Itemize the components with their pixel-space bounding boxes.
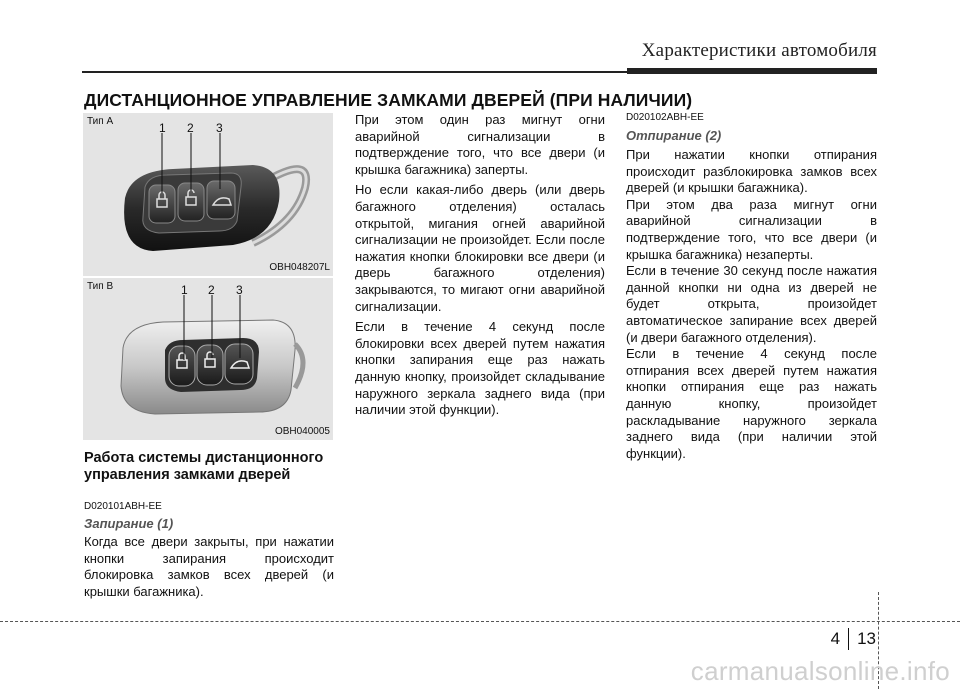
paragraph: Если в течение 4 секунд после блокировки всех дверей путем нажатия кнопки запирания еще раз нажать данную кнопку, произойдет складывание наружного зеркала заднего вида (при наличии этой функции). (355, 319, 605, 418)
figure-code: OBH040005 (274, 426, 330, 437)
folding-key-illustration (83, 113, 333, 276)
smart-key-illustration (83, 278, 333, 440)
column-3-text (626, 112, 877, 462)
watermark: carmanualsonline.info (690, 656, 950, 686)
column-2-text (355, 112, 605, 419)
callout-3: 3 (216, 121, 223, 135)
page-number (831, 628, 876, 650)
column-1-text (84, 501, 334, 600)
paragraph: Если в течение 30 секунд после нажатия данной кнопки ни одна из дверей не будет открыта, произойдет автоматическое запирание всех дверей (и двери багажного отделения). (626, 263, 877, 345)
header-rule-accent (627, 68, 877, 74)
paragraph: Когда все двери закрыты, при нажатии кнопки запирания происходит блокировка замков всех дверей (и крышки багажника). (84, 534, 334, 599)
paragraph: Но если какая-либо дверь (или дверь багажного отделения) осталась открытой, мигания огней аварийной сигнализации не произойдет. Если после нажатия кнопки блокировки все двери (и дверь багажного отделения) закрываются, то мигают огни аварийной сигнализации. (355, 182, 605, 314)
paragraph: Если в течение 4 секунд после отпирания всех дверей путем нажатия кнопки отпирания еще раз нажать данную кнопку, произойдет раскладывание наружного зеркала заднего вида (при наличии этой функции). (626, 346, 877, 461)
section-code: D020101ABH-EE (84, 501, 162, 512)
paragraph: При этом один раз мигнут огни аварийной сигнализации в подтверждение того, что все двери (и крышка багажника) заперты. (355, 112, 605, 177)
figure-key-type-a (83, 113, 333, 276)
page-number-value: 13 (857, 629, 876, 648)
callout-2: 2 (187, 121, 194, 135)
unlock-heading: Отпирание (2) (626, 128, 722, 143)
page-number-separator (848, 628, 849, 650)
callout-1: 1 (159, 121, 166, 135)
section-code: D020102ABH-EE (626, 112, 704, 123)
section-title: ДИСТАНЦИОННОЕ УПРАВЛЕНИЕ ЗАМКАМИ ДВЕРЕЙ (ПРИ НАЛИЧИИ) (84, 90, 693, 110)
chapter-number: 4 (830, 629, 841, 648)
running-head-title: Характеристики автомобиля (641, 40, 877, 61)
footer-dashed-rule (0, 621, 960, 622)
header-rule (82, 71, 627, 73)
callout-1: 1 (181, 283, 188, 297)
callout-3: 3 (236, 283, 243, 297)
lock-heading: Запирание (1) (84, 516, 174, 531)
figure-type-label: Тип В (87, 281, 114, 292)
subsection-heading: Работа системы дистанционного управления замками дверей (84, 450, 324, 483)
figure-key-type-b (83, 278, 333, 440)
paragraph: При нажатии кнопки отпирания происходит разблокировка замков всех дверей (и крышки багажника). (626, 147, 877, 196)
figure-code: OBH048207L (269, 262, 330, 273)
figure-type-label: Тип А (87, 116, 114, 127)
paragraph: При этом два раза мигнут огни аварийной сигнализации в подтверждение того, что все двери (и крышка багажника) незаперты. (626, 196, 877, 262)
callout-2: 2 (208, 283, 215, 297)
